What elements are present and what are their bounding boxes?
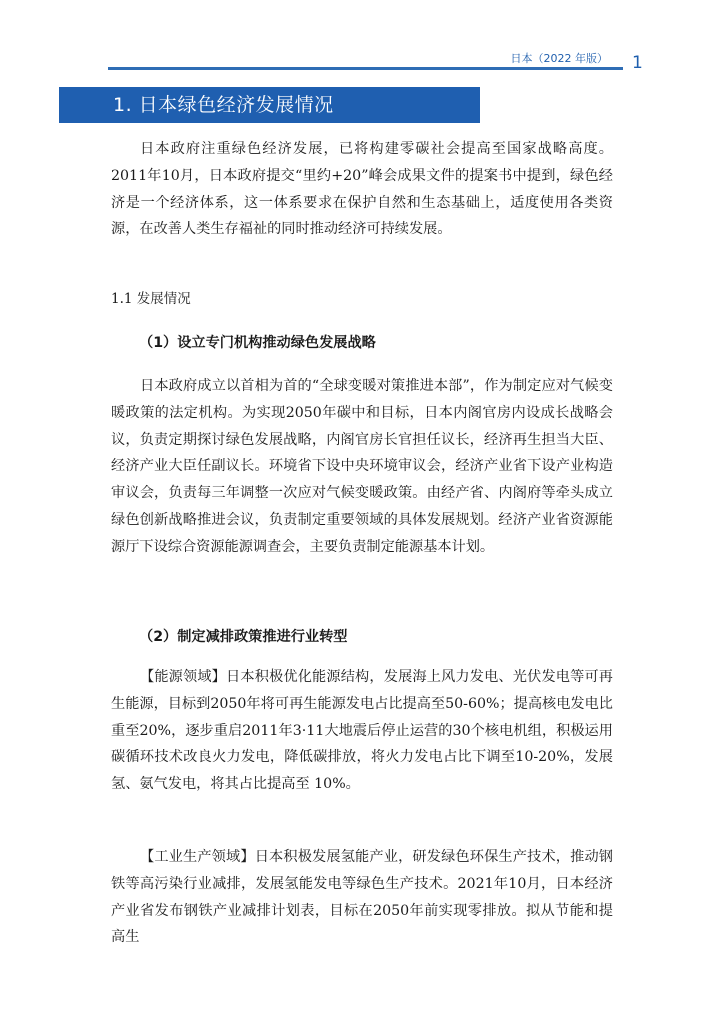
section-heading: 1.1 发展情况 bbox=[111, 291, 191, 307]
chapter-title: 1. 日本绿色经济发展情况 bbox=[59, 87, 480, 123]
subsection-heading-1: （1）设立专门机构推动绿色发展战略 bbox=[139, 335, 376, 351]
running-header-label: 日本（2022 年版） bbox=[510, 52, 608, 65]
intro-paragraph-block bbox=[111, 136, 613, 243]
subsection-1-block bbox=[111, 373, 613, 561]
energy-paragraph-block bbox=[111, 664, 613, 798]
page-number: 1 bbox=[632, 53, 643, 73]
intro-paragraph: 日本政府注重绿色经济发展，已将构建零碳社会提高至国家战略高度。2011年10月，日本政府提交“里约+20”峰会成果文件的提案书中提到，绿色经济是一个经济体系，这一体系要求在保护自然和生态基础上，适度使用各类资源，在改善人类生存福祉的同时推动经济可持续发展。 bbox=[111, 141, 613, 238]
header-rule bbox=[108, 67, 623, 70]
energy-paragraph: 【能源领域】日本积极优化能源结构，发展海上风力发电、光伏发电等可再生能源，目标到2050年将可再生能源发电占比提高至50-60%；提高核电发电比重至20%，逐步重启2011年3·11大地震后停止运营的30个核电机组，积极运用碳循环技术改良火力发电，降低碳排放，将火力发电占比下调至10-20%，发展氢、氨气发电，将其占比提高至 10%。 bbox=[111, 669, 613, 793]
subsection-heading-2: （2）制定减排政策推进行业转型 bbox=[139, 629, 348, 645]
subsection-1-paragraph: 日本政府成立以首相为首的“全球变暖对策推进本部”，作为制定应对气候变暖政策的法定机构。为实现2050年碳中和目标，日本内阁官房内设成长战略会议，负责定期探讨绿色发展战略，内阁官房长官担任议长，经济再生担当大臣、经济产业大臣任副议长。环境省下设中央环境审议会，经济产业省下设产业构造审议会，负责每三年调整一次应对气候变暖政策。由经产省、内阁府等牵头成立绿色创新战略推进会议，负责制定重要领域的具体发展规划。经济产业省资源能源厅下设综合资源能源调查会，主要负责制定能源基本计划。 bbox=[111, 378, 613, 555]
industry-paragraph-block bbox=[111, 844, 613, 951]
industry-paragraph: 【工业生产领域】日本积极发展氢能产业，研发绿色环保生产技术，推动钢铁等高污染行业减排，发展氢能发电等绿色生产技术。2021年10月，日本经济产业省发布钢铁产业减排计划表，目标在2050年前实现零排放。拟从节能和提高生 bbox=[111, 849, 613, 946]
